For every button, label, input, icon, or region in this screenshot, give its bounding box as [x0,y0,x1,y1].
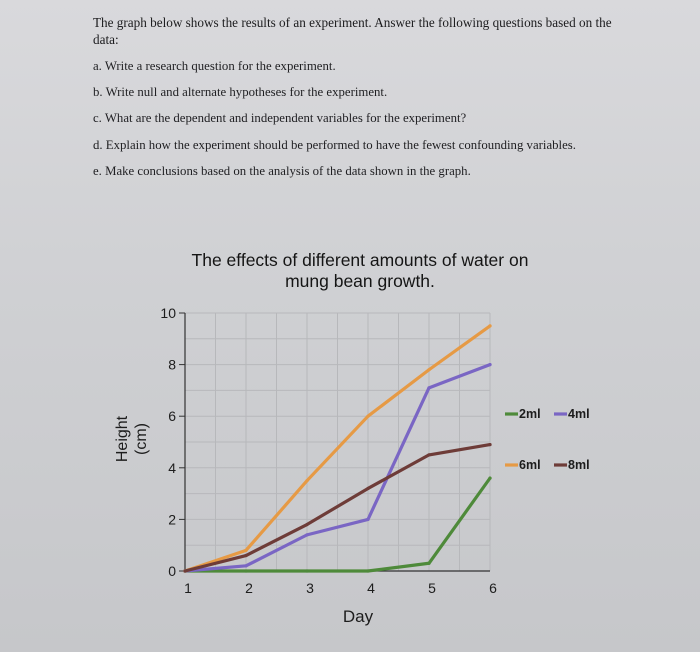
data-point-4ml [244,564,247,567]
legend-label-4ml: 4ml [568,407,590,421]
y-axis-title: Height [114,415,131,463]
y-tick-label: 6 [168,408,176,425]
x-tick-label: 3 [306,580,314,596]
question-a: a. Write a research question for the experiment. [93,59,336,73]
y-tick-label: 8 [168,356,176,373]
data-point-2ml [488,477,491,480]
data-point-6ml [305,479,308,482]
question-b: b. Write null and alternate hypotheses for the experiment. [93,85,388,99]
data-point-6ml [366,415,369,418]
y-tick-label: 10 [160,305,176,321]
data-point-6ml [488,324,491,327]
y-axis-title-units: (cm) [133,423,150,455]
y-tick-label: 2 [168,511,176,528]
chart-labels [114,305,497,626]
data-point-8ml [488,443,491,446]
chart-title-line2: mung bean growth. [285,271,435,291]
data-point-6ml [244,549,247,552]
data-point-4ml [366,518,369,521]
legend-label-6ml: 6ml [519,458,541,472]
data-point-8ml [244,554,247,557]
data-point-2ml [244,569,247,572]
x-tick-label: 2 [245,580,253,596]
data-point-2ml [305,569,308,572]
question-d: d. Explain how the experiment should be performed to have the fewest confounding variables. [93,138,576,152]
y-tick-label: 4 [168,459,176,476]
data-point-8ml [305,523,308,526]
x-axis-title: Day [342,607,374,626]
chart-title-line1: The effects of different amounts of water on [191,250,529,270]
data-point-6ml [427,368,430,371]
data-point-2ml [427,562,430,565]
data-point-8ml [183,569,186,572]
x-tick-label: 5 [428,580,436,596]
x-tick-label: 4 [367,580,375,596]
question-c: c. What are the dependent and independent variables for the experiment? [93,111,467,125]
legend-label-2ml: 2ml [519,407,541,421]
y-tick-label: 0 [168,563,176,579]
question-e: e. Make conclusions based on the analysis of the data shown in the graph. [93,164,471,178]
x-tick-label: 1 [184,580,192,596]
data-point-4ml [488,363,491,366]
data-point-8ml [366,487,369,490]
chart-legend [505,407,590,472]
legend-label-8ml: 8ml [568,458,590,472]
x-tick-label: 6 [489,580,497,596]
data-point-8ml [427,453,430,456]
intro-text: The graph below shows the results of an experiment. Answer the following questions based on the data: [93,15,612,47]
data-point-2ml [366,569,369,572]
data-point-4ml [427,386,430,389]
data-point-4ml [305,533,308,536]
chart-grid [185,313,490,571]
